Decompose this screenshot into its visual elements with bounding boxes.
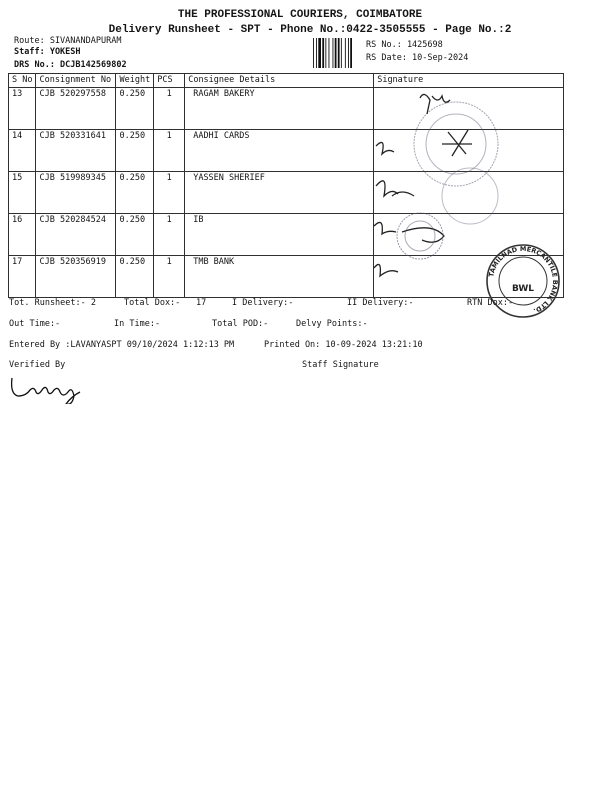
col-header-signature: Signature <box>374 74 564 88</box>
cell-weight: 0.250 <box>116 172 154 214</box>
cell-sno: 13 <box>9 88 36 130</box>
cell-consignment: CJB 520331641 <box>36 130 116 172</box>
staff-label: Staff: YOKESH <box>14 47 81 57</box>
in-time: In Time:- <box>114 319 161 329</box>
verifier-signature <box>8 374 98 404</box>
delivery-points: Delvy Points:- <box>296 319 368 329</box>
signature-mark <box>442 130 472 156</box>
staff-signature-label: Staff Signature <box>302 360 379 370</box>
cell-consignment: CJB 520284524 <box>36 214 116 256</box>
total-dox-label: Total Dox:- <box>124 298 181 308</box>
bank-stamp <box>480 238 566 324</box>
company-stamp <box>414 102 498 224</box>
cell-sno: 14 <box>9 130 36 172</box>
route-label: Route: SIVANANDAPURAM <box>14 36 122 46</box>
col-header-pcs: PCS <box>154 74 185 88</box>
printed-on: Printed On: 10-09-2024 13:21:10 <box>264 340 423 350</box>
cell-weight: 0.250 <box>116 88 154 130</box>
total-pod: Total POD:- <box>212 319 269 329</box>
cell-consignment: CJB 520297558 <box>36 88 116 130</box>
bank-stamp-ring-text: TAMILNAD MERCANTILE BANK LTD. <box>487 244 560 315</box>
ib-stamp <box>397 213 443 259</box>
col-header-consignee: Consignee Details <box>185 74 374 88</box>
cell-consignment: CJB 519989345 <box>36 172 116 214</box>
rs-number: RS No.: 1425698 <box>366 40 443 50</box>
entered-by: Entered By :LAVANYASPT 09/10/2024 1:12:13 PM <box>9 340 235 350</box>
cell-weight: 0.250 <box>116 130 154 172</box>
signature-mark <box>420 94 450 114</box>
cell-consignee: AADHI CARDS <box>185 130 374 172</box>
signature-mark <box>374 264 398 276</box>
signature-mark <box>376 181 414 196</box>
i-delivery: I Delivery:- <box>232 298 294 308</box>
ii-delivery: II Delivery:- <box>347 298 414 308</box>
cell-weight: 0.250 <box>116 214 154 256</box>
rs-date: RS Date: 10-Sep-2024 <box>366 53 469 63</box>
col-header-consignment: Consignment No <box>36 74 116 88</box>
runsheet-title: Delivery Runsheet - SPT - Phone No.:0422-3505555 - Page No.:2 <box>108 24 512 36</box>
cell-weight: 0.250 <box>116 256 154 298</box>
cell-consignee: TMB BANK <box>185 256 374 298</box>
cell-sno: 15 <box>9 172 36 214</box>
col-header-weight: Weight <box>116 74 154 88</box>
cell-pcs: 1 <box>154 214 185 256</box>
rtn-dox: RTN Dox:- <box>467 298 514 308</box>
cell-consignee: YASSEN SHERIEF <box>185 172 374 214</box>
drs-number: DRS No.: DCJB142569802 <box>14 60 127 70</box>
cell-pcs: 1 <box>154 130 185 172</box>
company-title: THE PROFESSIONAL COURIERS, COIMBATORE <box>177 9 423 21</box>
signature-mark <box>376 142 394 154</box>
cell-consignment: CJB 520356919 <box>36 256 116 298</box>
cell-consignee: IB <box>185 214 374 256</box>
verified-by: Verified By <box>9 360 66 370</box>
cell-pcs: 1 <box>154 172 185 214</box>
cell-pcs: 1 <box>154 88 185 130</box>
total-dox-value: 17 <box>196 298 207 308</box>
barcode <box>313 38 361 68</box>
out-time: Out Time:- <box>9 319 61 329</box>
bank-stamp-center-text: BWL <box>511 284 535 294</box>
cell-pcs: 1 <box>154 256 185 298</box>
cell-sno: 17 <box>9 256 36 298</box>
col-header-sno: S No <box>9 74 36 88</box>
cell-consignee: RAGAM BAKERY <box>185 88 374 130</box>
cell-sno: 16 <box>9 214 36 256</box>
total-runsheet: Tot. Runsheet:- 2 <box>9 298 96 308</box>
